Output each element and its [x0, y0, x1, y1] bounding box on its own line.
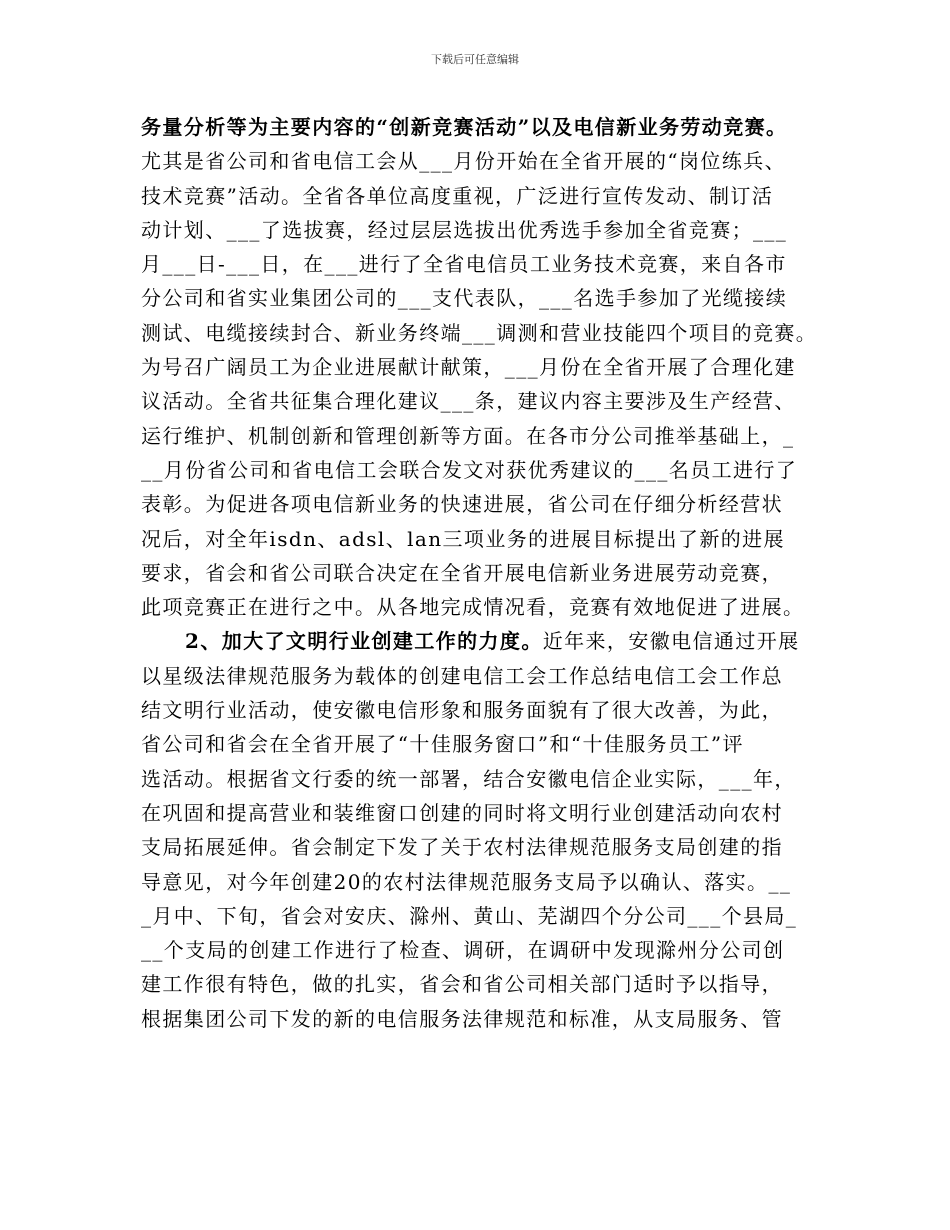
- text-line: 月___日-___日，在___进行了全省电信员工业务技术竞赛，来自各市: [141, 252, 787, 277]
- text-line: 为号召广阔员工为企业进展献计献策，___月份在全省开展了合理化建: [141, 355, 796, 380]
- text-line: 选活动。根据省文行委的统一部署，结合安徽电信企业实际，___年，: [141, 766, 796, 791]
- text-line: __月份省公司和省电信工会联合发文对获优秀建议的___名员工进行了: [141, 457, 798, 482]
- text-line: 导意见，对今年创建20的农村法律规范服务支局予以确认、落实。__: [141, 869, 792, 894]
- text-line: 在巩固和提高营业和装维窗口创建的同时将文明行业创建活动向农村: [141, 800, 783, 825]
- text-line: 分公司和省实业集团公司的___支代表队，___名选手参加了光缆接续: [141, 286, 788, 311]
- text-line: 测试、电缆接续封合、新业务终端___调测和营业技能四个项目的竞赛。: [141, 320, 818, 345]
- text-line: 此项竞赛正在进行之中。从各地完成情况看，竞赛有效地促进了进展。: [141, 595, 805, 620]
- text-line: 运行维护、机制创新和管理创新等方面。在各市分公司推举基础上，_: [141, 423, 795, 448]
- text-line: __个支局的创建工作进行了检查、调研，在调研中发现滁州分公司创: [141, 938, 785, 963]
- text-line: 表彰。为促进各项电信新业务的快速进展，省公司在仔细分析经营状: [141, 492, 783, 517]
- text-line: 省公司和省会在全省开展了“十佳服务窗口”和“十佳服务员工”评: [141, 732, 744, 757]
- text-line: 要求，省会和省公司联合决定在全省开展电信新业务进展劳动竞赛，: [141, 560, 783, 585]
- section-heading-line: [141, 624, 811, 658]
- text-line: 况后，对全年isdn、adsl、lan三项业务的进展目标提出了新的进展: [141, 526, 785, 551]
- document-body: [141, 110, 818, 1036]
- page-header: 下载后可任意编辑: [431, 53, 519, 66]
- section-heading-rest: 近年来，安徽电信通过开展: [542, 629, 800, 654]
- section-heading: 2、加大了文明行业创建工作的力度。: [185, 629, 543, 654]
- text-line: 技术竞赛”活动。全省各单位高度重视，广泛进行宣传发动、制订活: [141, 183, 774, 208]
- text-line: 以星级法律规范服务为载体的创建电信工会工作总结电信工会工作总: [141, 663, 783, 688]
- text-line: 根据集团公司下发的新的电信服务法律规范和标准，从支局服务、管: [141, 1006, 783, 1031]
- text-line: _月中、下旬，省会对安庆、滁州、黄山、芜湖四个分公司___个县局_: [141, 903, 798, 928]
- text-line: 务量分析等为主要内容的“创新竞赛活动”以及电信新业务劳动竞赛。: [141, 115, 788, 139]
- text-line: 结文明行业活动，使安徽电信形象和服务面貌有了很大改善，为此，: [141, 698, 783, 723]
- text-line: 动计划、___了选拔赛，经过层层选拔出优秀选手参加全省竞赛；___: [141, 217, 788, 242]
- text-line: 尤其是省公司和省电信工会从___月份开始在全省开展的“岗位练兵、: [141, 149, 787, 174]
- text-line: 议活动。全省共征集合理化建议___条，建议内容主要涉及生产经营、: [141, 389, 796, 414]
- text-line: 建工作很有特色，做的扎实，省会和省公司相关部门适时予以指导，: [141, 972, 783, 997]
- text-line: 支局拓展延伸。省会制定下发了关于农村法律规范服务支局创建的指: [141, 835, 783, 860]
